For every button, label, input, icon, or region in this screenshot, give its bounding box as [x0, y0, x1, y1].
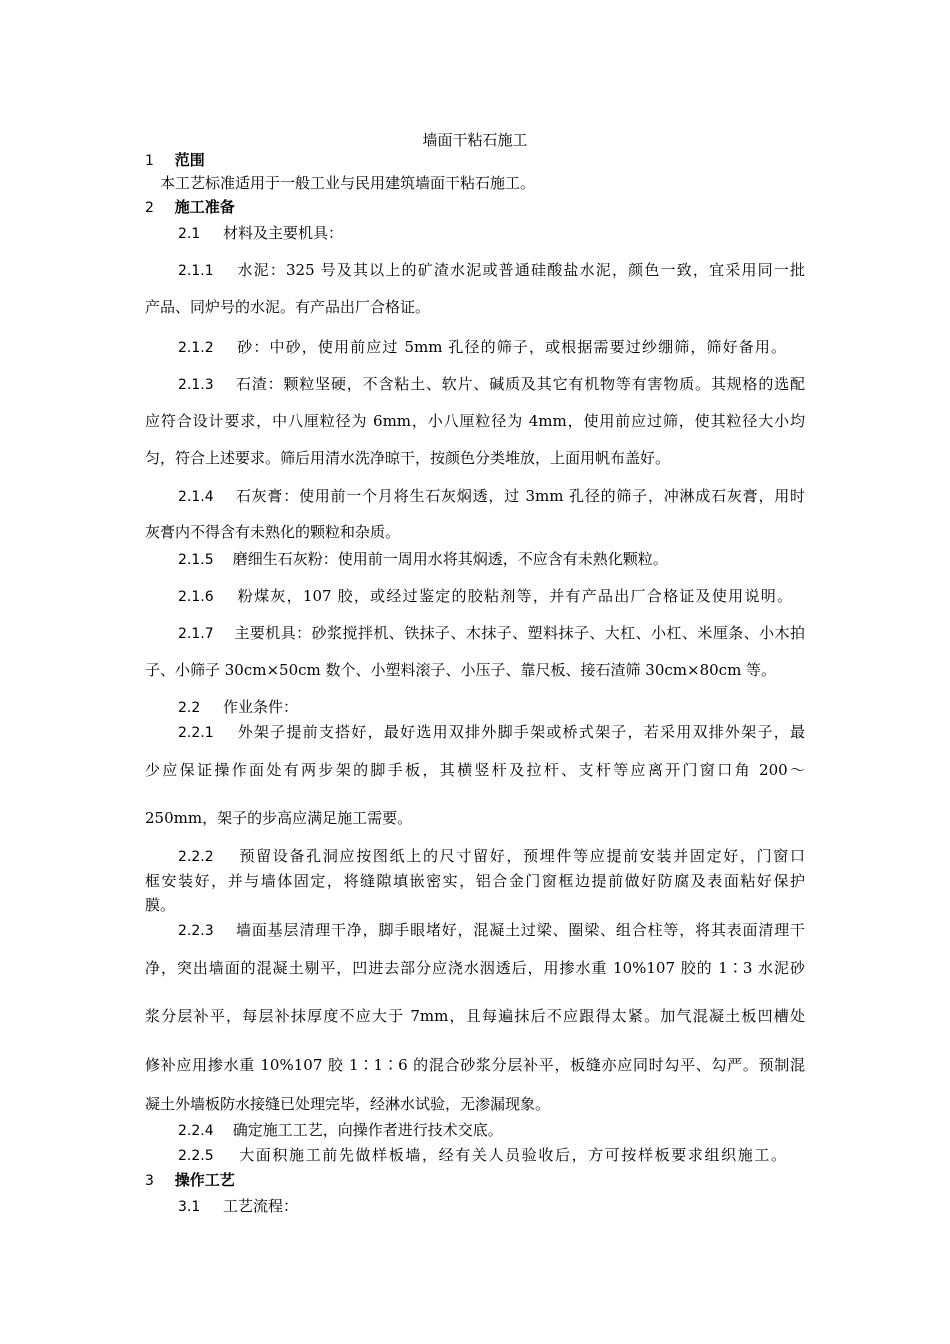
item-2-2-3-line-1: 2.2.3 墙面基层清理干净，脚手眼堵好，混凝土过梁、圈梁、组合柱等，将其表面清理干: [178, 921, 805, 939]
item-2-1-4-line-1: 2.1.4 石灰膏：使用前一个月将生石灰焖透，过 3mm 孔径的筛子，冲淋成石灰膏，用时: [178, 487, 806, 505]
subsection-number: 2.2: [178, 700, 201, 716]
section-number: 2: [145, 200, 154, 216]
item-2-2-3-line-2: 净，突出墙面的混凝土剔平，凹进去部分应浇水洇透后，用掺水重 10%107 胶的 1∶3 水泥砂: [145, 959, 805, 977]
subsection-title: 作业条件：: [223, 698, 299, 716]
section-1-body: 本工艺标准适用于一般工业与民用建筑墙面干粘石施工。: [160, 174, 536, 192]
item-2-2-3-line-4: 修补应用掺水重 10%107 胶 1∶1∶6 的混合砂浆分层补平，板缝亦应同时勾平、勾严。预制混: [145, 1056, 805, 1074]
section-2-heading: [145, 197, 235, 218]
section-1-heading: [145, 150, 205, 171]
item-2-1-2-line-1: 2.1.2 砂：中砂，使用前应过 5mm 孔径的筛子，或根据需要过纱绷筛，筛好备用。: [178, 338, 787, 356]
item-2-2-2-line-3: 膜。: [145, 896, 176, 914]
item-2-2-4-line-1: 2.2.4 确定施工工艺，向操作者进行技术交底。: [178, 1121, 503, 1139]
document-title: 墙面干粘石施工: [422, 131, 528, 149]
subsection-title: 工艺流程：: [223, 1197, 299, 1215]
section-3-heading: [145, 1170, 235, 1191]
item-2-2-3-line-3: 浆分层补平，每层补抹厚度不应大于 7mm，且每遍抹后不应跟得太紧。加气混凝土板凹槽处: [145, 1007, 805, 1025]
section-number: 3: [145, 1173, 154, 1189]
item-2-2-2-line-2: 框安装好，并与墙体固定，将缝隙填嵌密实，铝合金门窗框边提前做好防腐及表面粘好保护: [145, 872, 805, 890]
item-2-1-6-line-1: 2.1.6 粉煤灰，107 胶，或经过鉴定的胶粘剂等，并有产品出厂合格证及使用说明。: [178, 587, 792, 605]
section-title: 范围: [174, 151, 205, 169]
item-2-1-5-line-1: 2.1.5 磨细生石灰粉：使用前一周用水将其焖透，不应含有未熟化颗粒。: [178, 550, 668, 568]
subsection-2-1-heading: [178, 223, 343, 244]
item-2-1-4-line-2: 灰膏内不得含有未熟化的颗粒和杂质。: [145, 523, 401, 541]
item-2-2-2-line-1: 2.2.2 预留设备孔洞应按图纸上的尺寸留好，预埋件等应提前安装并固定好，门窗口: [178, 847, 805, 865]
item-2-1-3-line-3: 匀，符合上述要求。筛后用清水洗净晾干，按颜色分类堆放，上面用帆布盖好。: [145, 449, 671, 467]
item-2-1-1-line-1: 2.1.1 水泥：325 号及其以上的矿渣水泥或普通硅酸盐水泥，颜色一致，宜采用同一批: [178, 261, 806, 279]
item-2-2-5-line-1: 2.2.5 大面积施工前先做样板墙，经有关人员验收后，方可按样板要求组织施工。: [178, 1146, 786, 1164]
item-2-2-1-line-2: 少应保证操作面处有两步架的脚手板，其横竖杆及拉杆、支杆等应离开门窗口角 200～: [145, 761, 805, 779]
item-2-1-7-line-1: 2.1.7 主要机具：砂浆搅拌机、铁抹子、木抹子、塑料抹子、大杠、小杠、米厘条、小木拍: [178, 624, 805, 642]
subsection-number: 3.1: [178, 1199, 201, 1215]
subsection-number: 2.1: [178, 226, 201, 242]
subsection-2-2-heading: [178, 697, 298, 718]
item-2-1-1-line-2: 产品、同炉号的水泥。有产品出厂合格证。: [145, 298, 431, 316]
section-title: 施工准备: [174, 198, 235, 216]
section-number: 1: [145, 153, 154, 169]
subsection-3-1-heading: [178, 1196, 298, 1217]
item-2-1-7-line-2: 子、小筛子 30cm×50cm 数个、小塑料滚子、小压子、靠尺板、接石渣筛 30cm×80cm 等。: [145, 661, 777, 679]
item-2-2-1-line-3: 250mm，架子的步高应满足施工需要。: [145, 809, 413, 827]
item-2-1-3-line-2: 应符合设计要求，中八厘粒径为 6mm，小八厘粒径为 4mm，使用前应过筛，使其粒径大小均: [145, 412, 805, 430]
item-2-1-3-line-1: 2.1.3 石渣：颗粒坚硬，不含粘土、软片、碱质及其它有机物等有害物质。其规格的选配: [178, 375, 805, 393]
section-title: 操作工艺: [174, 1171, 235, 1189]
item-2-2-1-line-1: 2.2.1 外架子提前支搭好，最好选用双排外脚手架或桥式架子，若采用双排外架子，最: [178, 723, 805, 741]
item-2-2-3-line-5: 凝土外墙板防水接缝已处理完毕，经淋水试验，无渗漏现象。: [145, 1095, 551, 1113]
subsection-title: 材料及主要机具：: [223, 224, 344, 242]
